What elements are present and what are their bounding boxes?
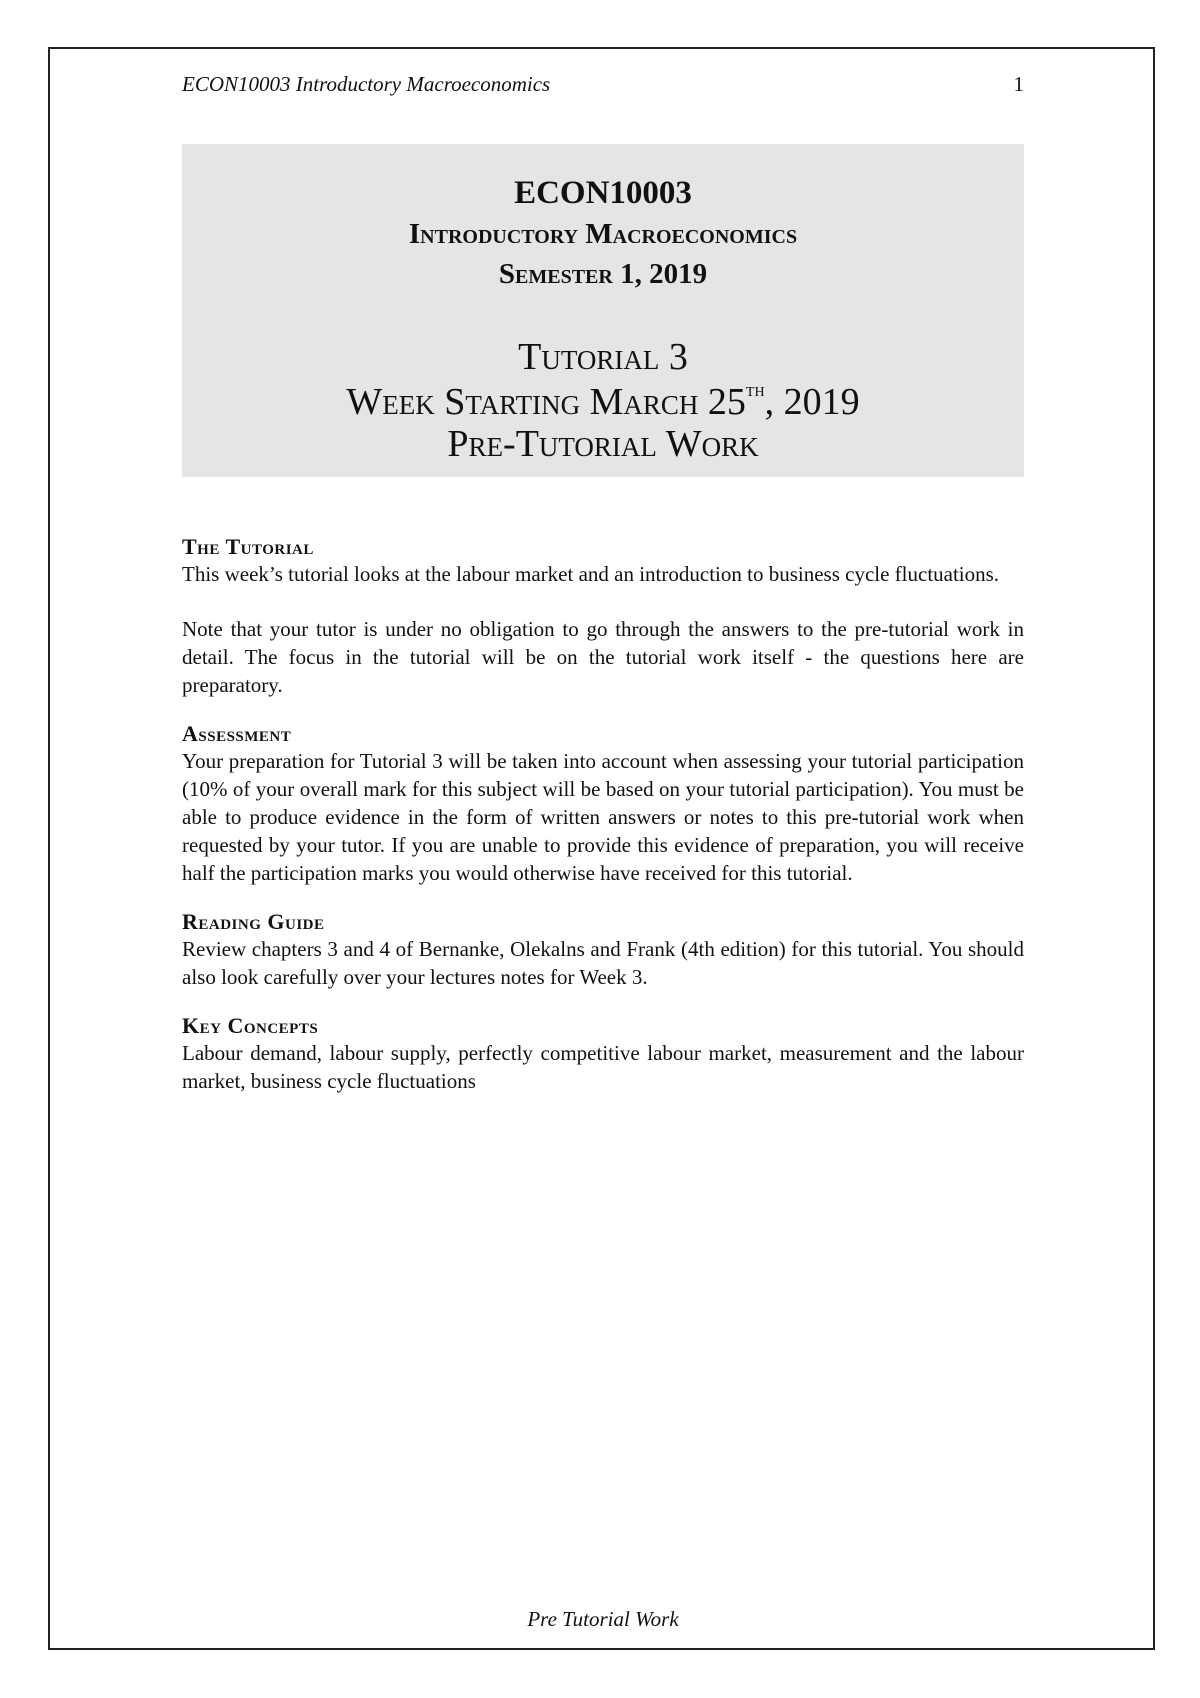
heading-tutorial: The Tutorial (182, 534, 314, 559)
section-reading (182, 909, 1024, 991)
week-year: , 2019 (764, 380, 860, 423)
semester (182, 254, 1024, 295)
title-box (182, 144, 1024, 477)
heading-assessment: Assessment (182, 721, 292, 746)
page-number: 1 (1013, 72, 1024, 96)
running-header (182, 72, 1024, 97)
week-starting (182, 379, 1024, 424)
reading-para: Review chapters 3 and 4 of Bernanke, Olekalns and Frank (4th edition) for this tutorial. You should also look carefully over your lectures notes for Week 3. (182, 937, 1024, 989)
tutorial-para-2: Note that your tutor is under no obligation to go through the answers to the pre-tutorial work in detail. The focus in the tutorial will be on the tutorial work itself - the questions here are preparatory. (182, 617, 1024, 697)
section-assessment (182, 721, 1024, 887)
section-tutorial (182, 534, 1024, 699)
concepts-para: Labour demand, labour supply, perfectly competitive labour market, measurement and the labour market, business cycle fluctuations (182, 1041, 1024, 1093)
week-suffix: th (745, 378, 765, 401)
course-name-text: Introductory Macroeconomics (408, 217, 798, 250)
course-name (182, 214, 1024, 255)
heading-reading: Reading Guide (182, 909, 325, 934)
running-footer: Pre Tutorial Work (527, 1607, 679, 1631)
tutorial-para-1: This week’s tutorial looks at the labour market and an introduction to business cycle fluctuations. (182, 562, 1000, 586)
content (182, 534, 1024, 1117)
week-prefix: Week Starting March 25 (346, 380, 746, 423)
tutorial-number: Tutorial 3 (518, 335, 688, 378)
semester-text: Semester 1, 2019 (498, 258, 708, 291)
section-concepts (182, 1013, 1024, 1095)
assessment-para: Your preparation for Tutorial 3 will be taken into account when assessing your tutorial participation (10% of your overall mark for this subject will be based on your tutorial participation). You must be able to produce evidence in the form of written answers or notes to this pre-tutorial work when requested by your tutor. If you are unable to provide this evidence of preparation, you will receive half the participation marks you would otherwise have received for this tutorial. (182, 749, 1024, 885)
pre-tutorial-title: Pre-Tutorial Work (447, 423, 759, 466)
header-course: ECON10003 Introductory Macroeconomics (182, 72, 551, 96)
course-code: ECON10003 (514, 175, 692, 211)
heading-concepts: Key Concepts (182, 1013, 319, 1038)
